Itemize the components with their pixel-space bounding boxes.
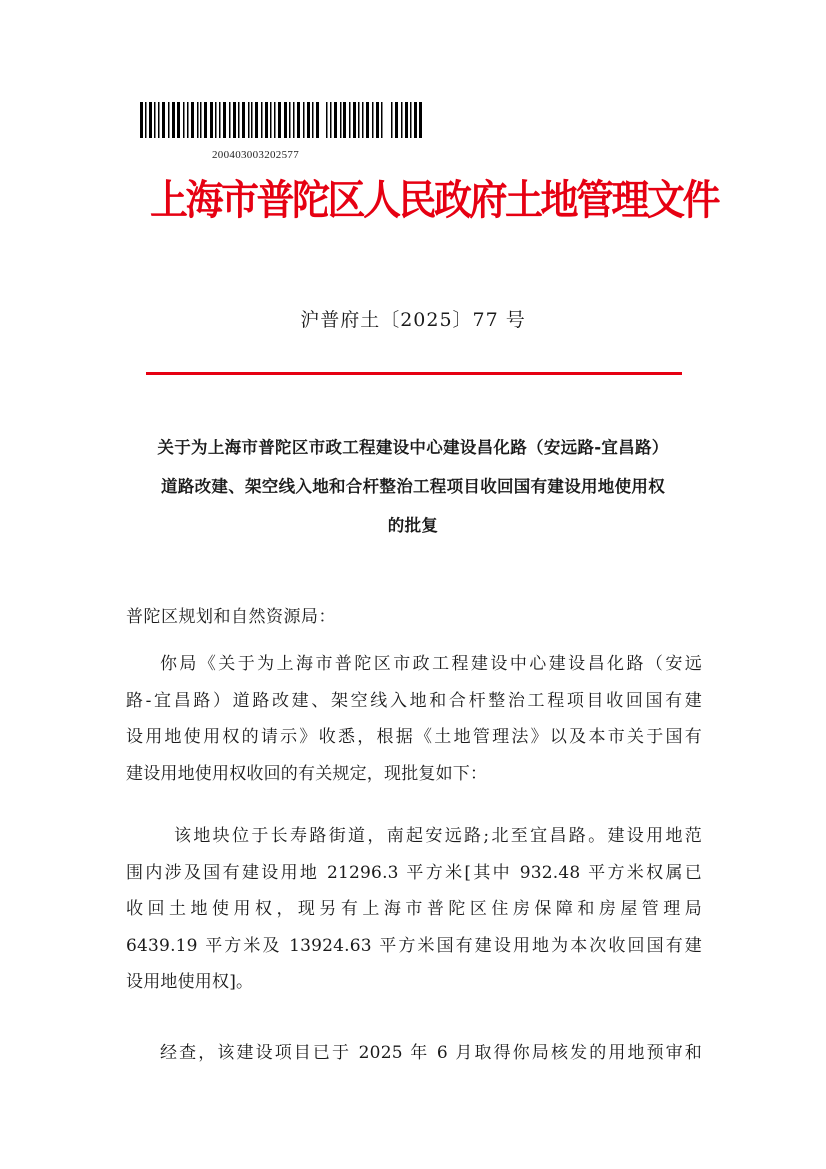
paragraph-line: 路-宜昌路）道路改建、架空线入地和合杆整治工程项目收回国有建 [126, 690, 702, 711]
paragraph-line: 经查，该建设项目已于 2025 年 6 月取得你局核发的用地预审和 [160, 1043, 702, 1063]
paragraph-line: 6439.19 平方米及 13924.63 平方米国有建设用地为本次收回国有建 [126, 935, 702, 956]
paragraph-location [126, 818, 702, 1001]
barcode-number: 200403003202577 [212, 149, 299, 161]
title-line: 关于为上海市普陀区市政工程建设中心建设昌化路（安远路-宜昌路） [157, 438, 669, 457]
paragraph-line: 建设用地使用权收回的有关规定，现批复如下： [126, 763, 488, 784]
paragraph-line: 收回土地使用权，现另有上海市普陀区住房保障和房屋管理局 [126, 899, 702, 919]
paragraph-line: 你局《关于为上海市普陀区市政工程建设中心建设昌化路（安远 [160, 654, 702, 674]
barcode-icon [140, 102, 422, 138]
paragraph-request [126, 646, 702, 792]
paragraph-line: 该地块位于长寿路街道，南起安远路;北至宜昌路。建设用地范 [174, 826, 702, 846]
title-line: 的批复 [387, 516, 439, 535]
red-divider [146, 372, 682, 375]
paragraph-line: 设用地使用权的请示》收悉，根据《土地管理法》以及本市关于国有 [126, 727, 702, 747]
title-line: 道路改建、架空线入地和合杆整治工程项目收回国有建设用地使用权 [161, 477, 665, 496]
salutation: 普陀区规划和自然资源局： [126, 607, 336, 627]
document-number: 沪普府土〔2025〕77 号 [300, 309, 526, 331]
document-title [114, 428, 712, 545]
paragraph-line: 围内涉及国有建设用地 21296.3 平方米[其中 932.48 平方米权属已 [126, 862, 702, 883]
paragraph-review [126, 1035, 702, 1072]
document-header: 上海市普陀区人民政府土地管理文件 [150, 175, 719, 224]
paragraph-line: 设用地使用权]。 [126, 972, 254, 992]
